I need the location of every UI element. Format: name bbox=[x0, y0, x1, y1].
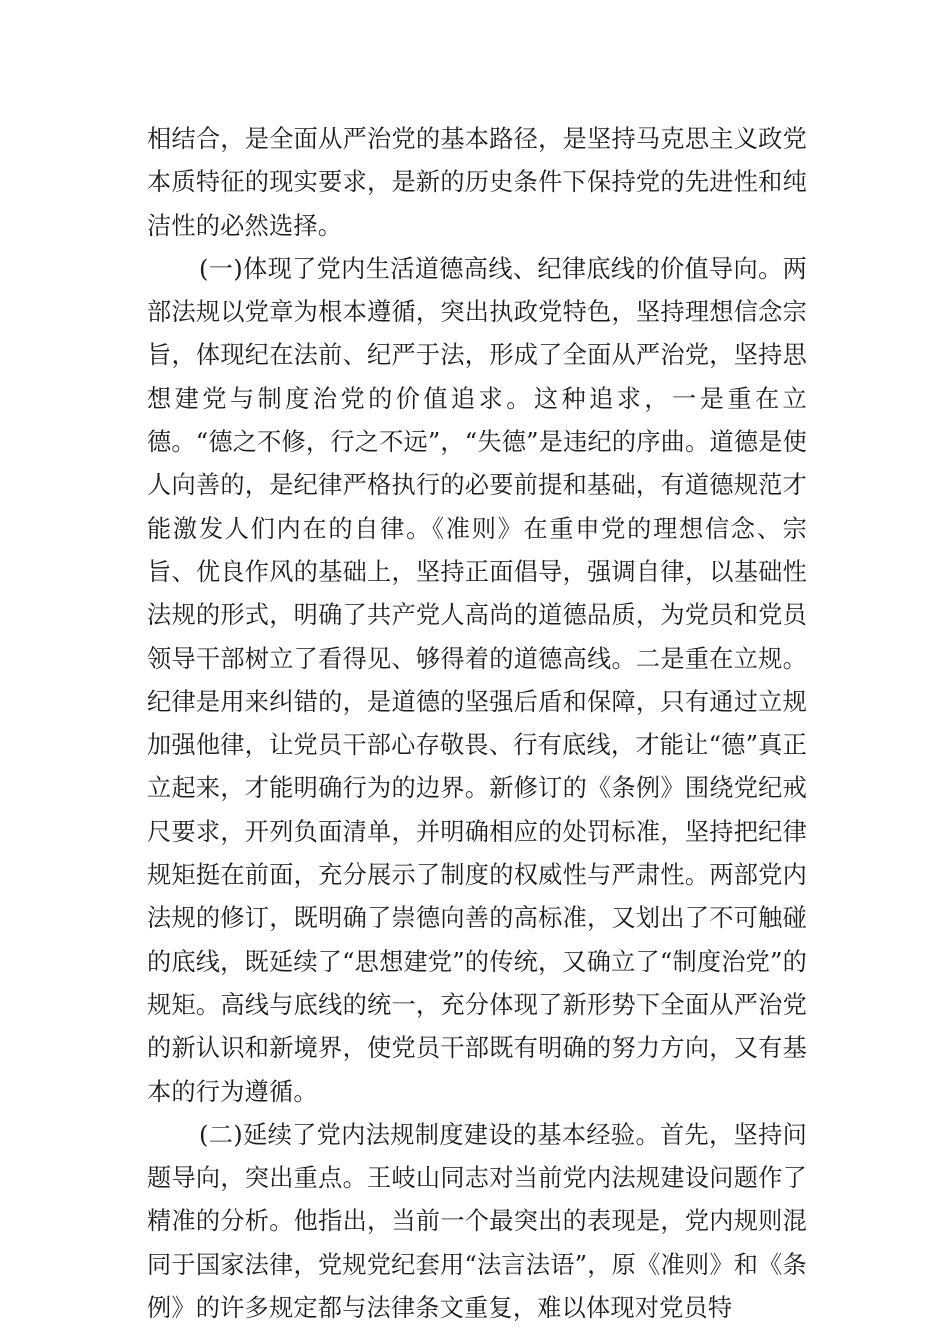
paragraph-intro-continuation: 相结合，是全面从严治党的基本路径，是坚持马克思主义政党本质特征的现实要求，是新的历史条件下保持党的先进性和纯洁性的必然选择。 bbox=[147, 125, 807, 240]
document-body bbox=[147, 118, 807, 1330]
paragraph-section-two: (二)延续了党内法规制度建设的基本经验。首先，坚持问题导向，突出重点。王岐山同志对当前党内法规建设问题作了精准的分析。他指出，当前一个最突出的表现是，党内规则混同于国家法律，党规党纪套用“法言法语”，原《准则》和《条例》的许多规定都与法律条文重复，难以体现对党员特 bbox=[147, 1120, 807, 1323]
paragraph-section-one: (一)体现了党内生活道德高线、纪律底线的价值导向。两部法规以党章为根本遵循，突出执政党特色，坚持理想信念宗旨，体现纪在法前、纪严于法，形成了全面从严治党，坚持思想建党与制度治党的价值追求。这种追求，一是重在立德。“德之不修，行之不远”，“失德”是违纪的序曲。道德是使人向善的，是纪律严格执行的必要前提和基础，有道德规范才能激发人们内在的自律。《准则》在重申党的理想信念、宗旨、优良作风的基础上，坚持正面倡导，强调自律，以基础性法规的形式，明确了共产党人高尚的道德品质，为党员和党员领导干部树立了看得见、够得着的道德高线。二是重在立规。纪律是用来纠错的，是道德的坚强后盾和保障，只有通过立规加强他律，让党员干部心存敬畏、行有底线，才能让“德”真正立起来，才能明确行为的边界。新修订的《条例》围绕党纪戒尺要求，开列负面清单，并明确相应的处罚标准，坚持把纪律规矩挺在前面，充分展示了制度的权威性与严肃性。两部党内法规的修订，既明确了崇德向善的高标准，又划出了不可触碰的底线，既延续了“思想建党”的传统，又确立了“制度治党”的规矩。高线与底线的统一，充分体现了新形势下全面从严治党的新认识和新境界，使党员干部既有明确的努力方向，又有基本的行为遵循。 bbox=[147, 254, 807, 1106]
